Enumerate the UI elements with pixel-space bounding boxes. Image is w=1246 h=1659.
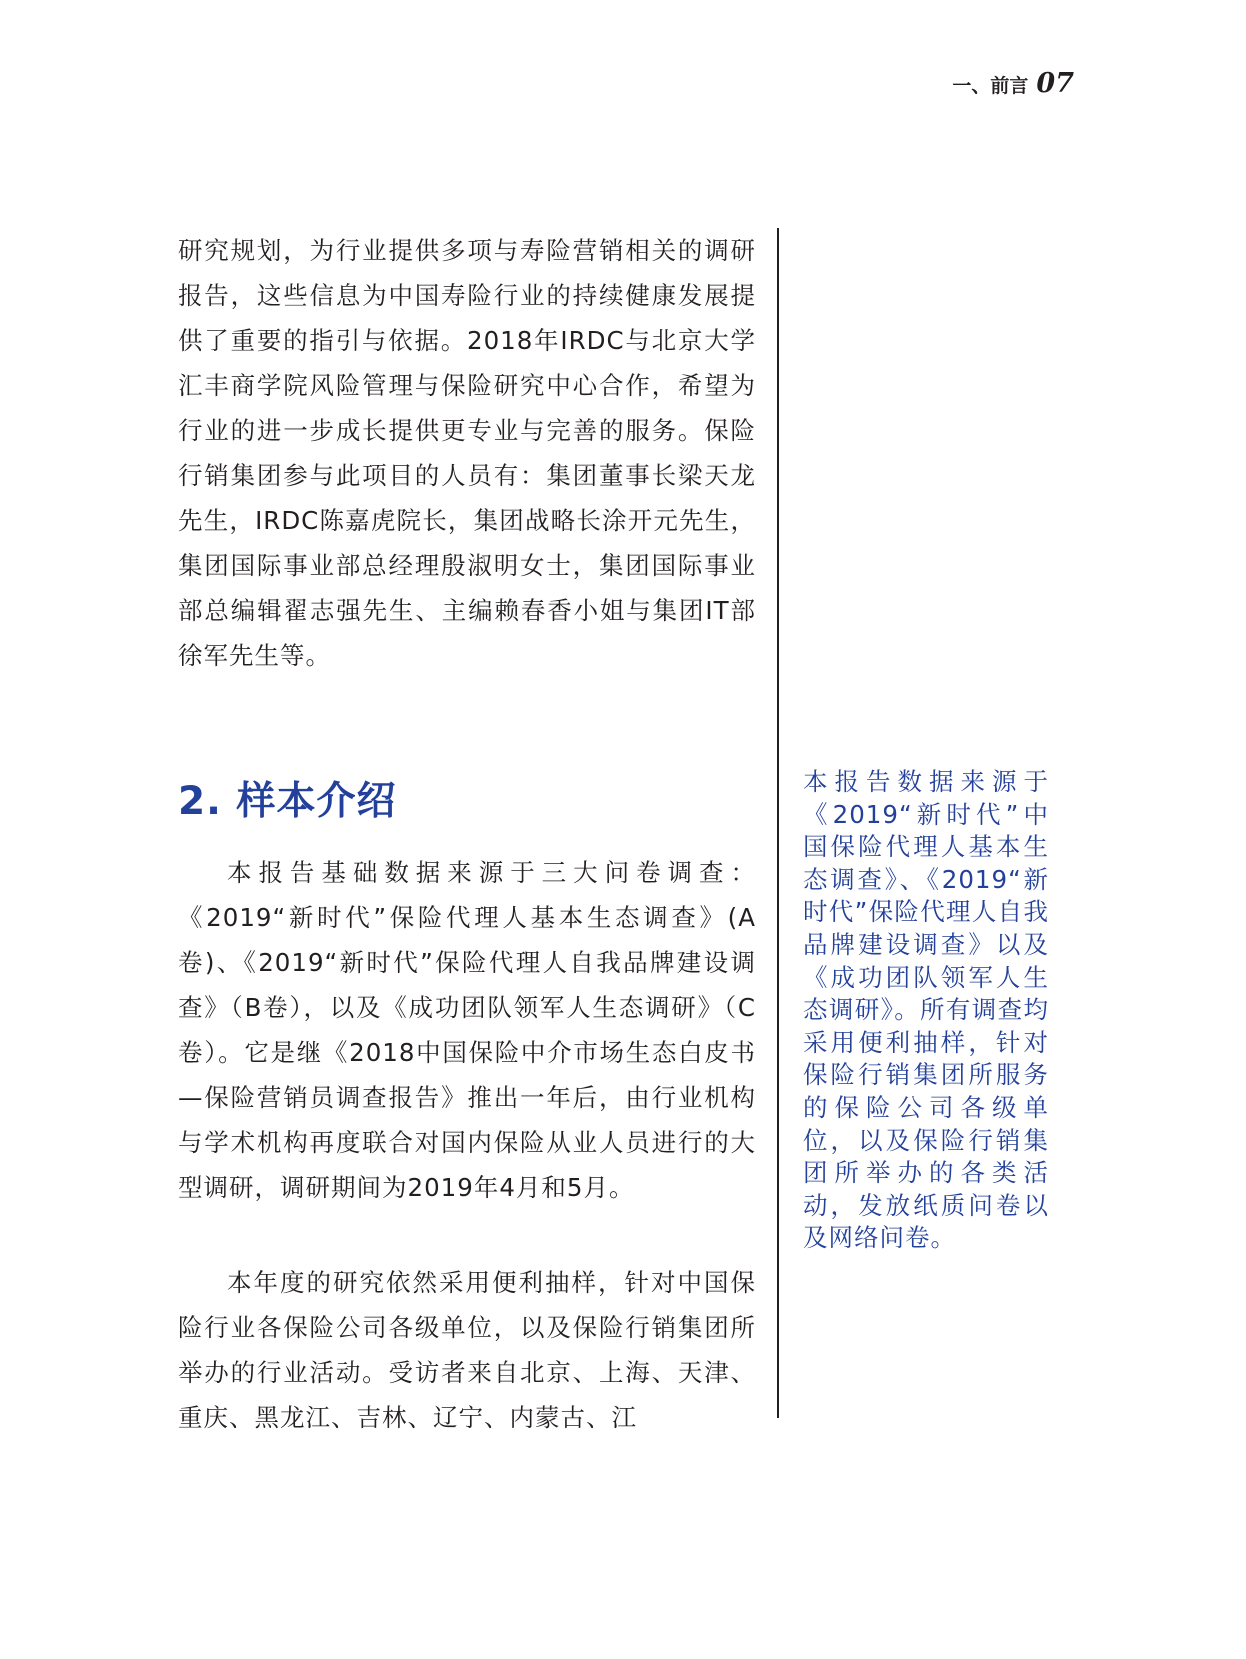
running-header [952,68,1074,99]
section-heading: 2. 样本介绍 [178,779,397,824]
page-number: 07 [1036,68,1074,99]
column-divider [777,228,779,1418]
body-paragraph-2: 本报告基础数据来源于三大问卷调查：《2019“新时代”保险代理人基本生态调查》(A卷)、《2019“新时代”保险代理人自我品牌建设调查》（B卷），以及《成功团队领军人生态调研》（C卷）。它是继《2018中国保险中介市场生态白皮书—保险营销员调查报告》推出一年后，由行业机构与学术机构再度联合对国内保险从业人员进行的大型调研，调研期间为2019年4月和5月。 [178,858,756,1202]
body-paragraph-1: 研究规划，为行业提供多项与寿险营销相关的调研报告，这些信息为中国寿险行业的持续健康发展提供了重要的指引与依据。2018年IRDC与北京大学汇丰商学院风险管理与保险研究中心合作，希望为行业的进一步成长提供更专业与完善的服务。保险行销集团参与此项目的人员有：集团董事长梁天龙先生，IRDC陈嘉虎院长，集团战略长涂开元先生，集团国际事业部总经理殷淑明女士，集团国际事业部总编辑翟志强先生、主编赖春香小姐与集团IT部徐军先生等。 [178,236,756,670]
header-section-title: 一、前言 [952,75,1029,97]
body-paragraph-3: 本年度的研究依然采用便利抽样，针对中国保险行业各保险公司各级单位，以及保险行销集团所举办的行业活动。受访者来自北京、上海、天津、重庆、黑龙江、吉林、辽宁、内蒙古、江 [178,1268,756,1432]
sidenote: 本报告数据来源于《2019“新时代”中国保险代理人基本生态调查》、《2019“新时代”保险代理人自我品牌建设调查》以及《成功团队领军人生态调研》。所有调查均采用便利抽样，针对保险行销集团所服务的保险公司各级单位，以及保险行销集团所举办的各类活动，发放纸质问卷以及网络问卷。 [803,767,1049,1253]
